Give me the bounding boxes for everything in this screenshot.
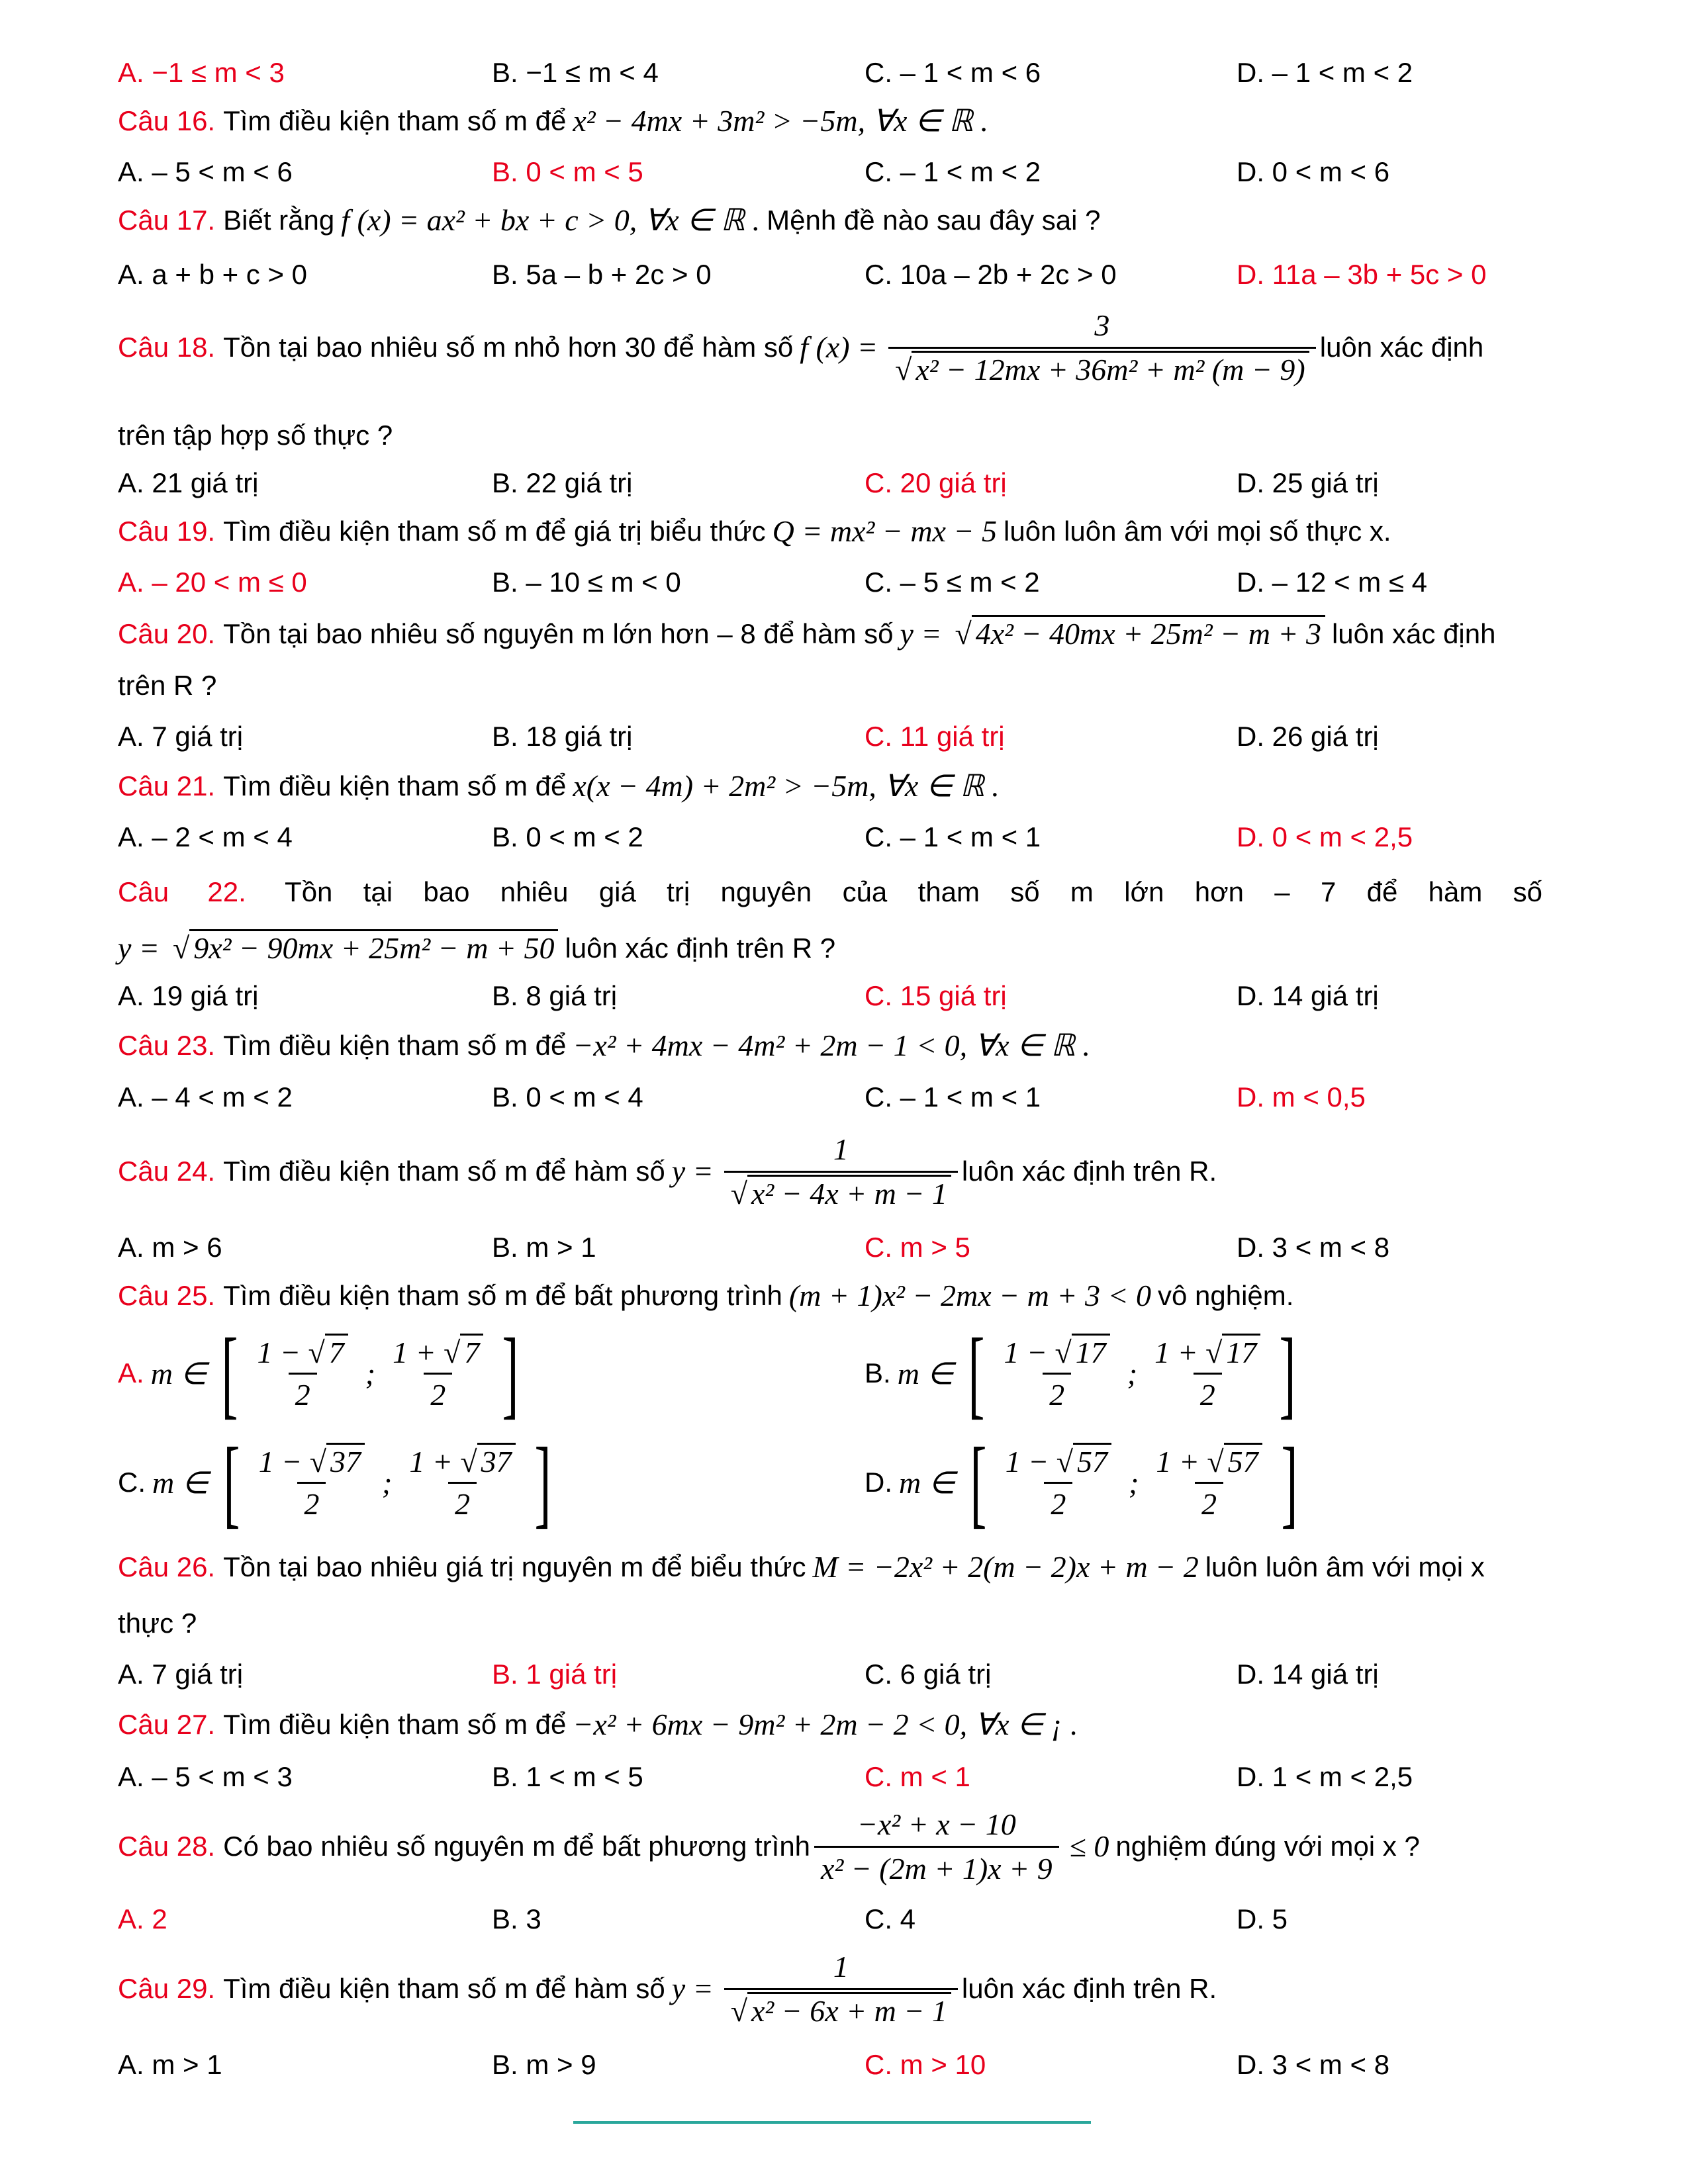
q25-option-a-r2: 7	[460, 1334, 483, 1369]
q25-option-b-prefix: m ∈	[897, 1357, 954, 1390]
q22-word-8: nguyên	[720, 876, 812, 907]
q22-word-18: hàm	[1428, 876, 1483, 907]
q21-expression: x(x − 4m) + 2m² > −5m, ∀x ∈ ℝ .	[573, 769, 1000, 803]
q26-option-a: A. 7 giá trị	[118, 1659, 244, 1690]
q25-option-a-left-bracket: [	[221, 1318, 238, 1428]
q24-option-b: B. m > 1	[492, 1232, 596, 1263]
q16-option-a: A. – 5 < m < 6	[118, 156, 293, 187]
q25-option-a	[118, 1318, 527, 1428]
q26-text2: luôn luôn âm với mọi x	[1205, 1551, 1485, 1582]
q25-option-d-right-bracket: ]	[1281, 1428, 1298, 1537]
q29-denominator: √ x² − 6x + m − 1	[724, 1988, 958, 2030]
q18-option-c: C. 20 giá trị	[865, 467, 1007, 498]
q25-option-a-n1a: 1 −	[257, 1335, 301, 1369]
q19-option-b: B. – 10 ≤ m < 0	[492, 567, 681, 598]
q23-options	[118, 1077, 1548, 1117]
q17-option-a: A. a + b + c > 0	[118, 259, 308, 290]
q28-numerator: −x² + x − 10	[857, 1807, 1016, 1841]
q24-numerator: 1	[833, 1132, 849, 1166]
q25-option-b-den1: 2	[1043, 1373, 1071, 1412]
q22-text2: luôn xác định trên R ?	[565, 933, 836, 964]
q18-text3: trên tập hợp số thực ?	[118, 420, 393, 451]
q22-word-10: tham	[917, 876, 980, 907]
q28-text2: nghiệm đúng với mọi x ?	[1115, 1831, 1420, 1862]
q20-number: Câu 20.	[118, 618, 216, 649]
q27-option-a: A. – 5 < m < 3	[118, 1761, 293, 1792]
q15-options	[118, 53, 1548, 93]
q19-text: Tìm điều kiện tham số m để giá trị biểu thức	[223, 516, 766, 547]
q23-option-c: C. – 1 < m < 1	[865, 1081, 1041, 1113]
q28-relation: ≤ 0	[1069, 1829, 1109, 1863]
q22-word-12: m	[1070, 876, 1094, 907]
q29-radicand: x² − 6x + m − 1	[747, 1992, 951, 2028]
q27-number: Câu 27.	[118, 1709, 216, 1740]
q23-option-a: A. – 4 < m < 2	[118, 1081, 293, 1113]
q25-option-a-right-bracket: ]	[502, 1318, 519, 1428]
q21-option-d: D. 0 < m < 2,5	[1237, 821, 1413, 852]
q25-number: Câu 25.	[118, 1280, 216, 1311]
q21-option-c: C. – 1 < m < 1	[865, 821, 1041, 852]
q22-word-17: để	[1366, 876, 1398, 907]
q22-word-2: Tồn	[285, 876, 333, 907]
q29-numerator: 1	[833, 1949, 849, 1983]
q25-option-b-n1a: 1 −	[1004, 1335, 1047, 1369]
q25-option-b	[865, 1318, 1304, 1428]
q16-stem	[118, 103, 1542, 140]
q25-option-b-n2a: 1 +	[1154, 1335, 1198, 1369]
q20-lhs: y =	[900, 617, 942, 651]
q22-word-3: tại	[363, 876, 393, 907]
q22-radicand: 9x² − 90mx + 25m² − m + 50	[189, 929, 558, 965]
q16-expression: x² − 4mx + 3m² > −5m, ∀x ∈ ℝ .	[573, 104, 988, 138]
q21-option-a: A. – 2 < m < 4	[118, 821, 293, 852]
q20-text3: trên R ?	[118, 670, 217, 701]
q18-text: Tồn tại bao nhiêu số m nhỏ hơn 30 để hàm số	[223, 332, 794, 363]
q21-stem	[118, 768, 1542, 805]
q25-option-a-den2: 2	[424, 1373, 452, 1412]
q21-option-b: B. 0 < m < 2	[492, 821, 643, 852]
q16-text: Tìm điều kiện tham số m để	[223, 105, 567, 136]
q28-text: Có bao nhiêu số nguyên m để bất phương trình	[223, 1831, 811, 1862]
q22-word-6: giá	[598, 876, 636, 907]
q26-option-d: D. 14 giá trị	[1237, 1659, 1379, 1690]
q26-text: Tồn tại bao nhiêu giá trị nguyên m để biểu thức	[223, 1551, 806, 1582]
q25-option-c-label: C.	[118, 1467, 146, 1498]
q25-option-c-den1: 2	[297, 1482, 326, 1522]
q18-number: Câu 18.	[118, 332, 216, 363]
q25-option-c-lower: $\frac{1 - √ 37}{2}$	[252, 1444, 371, 1522]
q22-lhs: y =	[118, 931, 160, 965]
q24-option-a: A. m > 6	[118, 1232, 222, 1263]
q15-option-c: C. – 1 < m < 6	[865, 57, 1041, 88]
q25-option-d-n1a: 1 −	[1005, 1444, 1049, 1479]
q17-number: Câu 17.	[118, 205, 216, 236]
q28-options	[118, 1899, 1548, 1939]
q25-option-c-n1a: 1 −	[258, 1444, 303, 1479]
q22-option-d: D. 14 giá trị	[1237, 980, 1379, 1011]
q17-stem	[118, 202, 1542, 239]
q24-denominator: √ x² − 4x + m − 1	[724, 1171, 958, 1212]
q28-option-a: A. 2	[118, 1903, 167, 1934]
q25-stem	[118, 1277, 1542, 1314]
q20-option-b: B. 18 giá trị	[492, 721, 633, 752]
q25-option-c-sep: ;	[382, 1465, 393, 1500]
q25-text: Tìm điều kiện tham số m để bất phương trình	[223, 1280, 782, 1311]
q25-option-a-sep: ;	[365, 1356, 376, 1390]
q29-fraction	[724, 1948, 958, 2030]
q25-option-a-den1: 2	[289, 1373, 317, 1412]
q24-fraction	[724, 1131, 958, 1212]
q24-radicand: x² − 4x + m − 1	[747, 1175, 951, 1210]
q24-lhs: y =	[671, 1154, 714, 1188]
q24-text: Tìm điều kiện tham số m để hàm số	[223, 1156, 665, 1187]
q20-radicand: 4x² − 40mx + 25m² − m + 3	[972, 615, 1325, 651]
q25-option-b-upper: $\frac{1 + √ 17}{2}$	[1148, 1335, 1267, 1412]
q25-option-c-upper: $\frac{1 + √ 37}{2}$	[402, 1444, 522, 1522]
q26-stem	[118, 1549, 1542, 1586]
q24-text2: luôn xác định trên R.	[961, 1156, 1217, 1187]
q29-lhs: y =	[671, 1972, 714, 2005]
q29-option-c: C. m > 10	[865, 2049, 986, 2080]
q22-stem	[118, 874, 1542, 911]
q29-number: Câu 29.	[118, 1973, 216, 2004]
q29-text: Tìm điều kiện tham số m để hàm số	[223, 1973, 665, 2004]
q25-option-c-left-bracket: [	[223, 1428, 240, 1537]
q24-number: Câu 24.	[118, 1156, 216, 1187]
q19-option-d: D. – 12 < m ≤ 4	[1237, 567, 1428, 598]
q19-option-c: C. – 5 ≤ m < 2	[865, 567, 1040, 598]
q26-options	[118, 1655, 1548, 1694]
q18-stem	[118, 301, 1542, 394]
q27-stem	[118, 1706, 1542, 1743]
q26-number: Câu 26.	[118, 1551, 216, 1582]
q27-option-c: C. m < 1	[865, 1761, 970, 1792]
q16-options	[118, 152, 1548, 192]
q25-option-b-left-bracket: [	[968, 1318, 985, 1428]
q25-expression: (m + 1)x² − 2mx − m + 3 < 0	[788, 1279, 1151, 1312]
q23-expression: −x² + 4mx − 4m² + 2m − 1 < 0, ∀x ∈ ℝ .	[573, 1028, 1091, 1062]
q22-word-9: của	[842, 876, 888, 907]
q26-text3: thực ?	[118, 1608, 197, 1639]
q25-option-d-upper: $\frac{1 + √ 57}{2}$	[1149, 1444, 1268, 1522]
q22-options	[118, 976, 1548, 1016]
q18-options	[118, 463, 1548, 503]
q24-option-d: D. 3 < m < 8	[1237, 1232, 1390, 1263]
q17-option-c: C. 10a – 2b + 2c > 0	[865, 259, 1117, 290]
q22-word-4: bao	[423, 876, 470, 907]
q24-options	[118, 1228, 1548, 1267]
q23-option-b: B. 0 < m < 4	[492, 1081, 643, 1113]
q25-option-b-den2: 2	[1194, 1373, 1222, 1412]
q18-option-d: D. 25 giá trị	[1237, 467, 1379, 498]
q27-option-b: B. 1 < m < 5	[492, 1761, 643, 1792]
q18-option-a: A. 21 giá trị	[118, 467, 259, 498]
q19-text2: luôn luôn âm với mọi số thực x.	[1004, 516, 1391, 547]
q25-option-b-r2: 17	[1222, 1334, 1260, 1369]
q27-option-d: D. 1 < m < 2,5	[1237, 1761, 1413, 1792]
q25-option-a-upper: $\frac{1 + √ 7}{2}$	[386, 1335, 490, 1412]
q29-option-a: A. m > 1	[118, 2049, 222, 2080]
q25-option-b-lower: $\frac{1 - √ 17}{2}$	[997, 1335, 1116, 1412]
q26-option-c: C. 6 giá trị	[865, 1659, 992, 1690]
q26-expression: M = −2x² + 2(m − 2)x + m − 2	[812, 1550, 1199, 1584]
q25-text2: vô nghiệm.	[1158, 1280, 1294, 1311]
q25-option-b-right-bracket: ]	[1279, 1318, 1296, 1428]
footer-divider	[573, 2121, 1091, 2124]
q28-option-b: B. 3	[492, 1903, 541, 1934]
q18-fx: f (x) =	[800, 330, 878, 364]
q25-option-d-den1: 2	[1044, 1482, 1072, 1522]
q25-option-d-lower: $\frac{1 - √ 57}{2}$	[999, 1444, 1118, 1522]
q25-option-d-left-bracket: [	[970, 1428, 987, 1537]
q17-text2: Mệnh đề nào sau đây sai ?	[767, 205, 1101, 236]
q17-expression: f (x) = ax² + bx + c > 0, ∀x ∈ ℝ .	[341, 203, 761, 237]
q28-option-c: C. 4	[865, 1903, 916, 1934]
q27-options	[118, 1757, 1548, 1797]
q22-word-7: trị	[667, 876, 690, 907]
q25-option-c-r1: 37	[326, 1443, 365, 1479]
q17-options	[118, 255, 1548, 295]
q22-word-15: –	[1274, 876, 1290, 907]
q20-text: Tồn tại bao nhiêu số nguyên m lớn hơn – 8 để hàm số	[223, 618, 894, 649]
q22-function	[118, 930, 1542, 967]
q25-option-d-r1: 57	[1073, 1443, 1111, 1479]
q23-text: Tìm điều kiện tham số m để	[223, 1030, 567, 1061]
q24-option-c: C. m > 5	[865, 1232, 970, 1263]
q15-option-b: B. −1 ≤ m < 4	[492, 57, 659, 88]
q18-radicand: x² − 12mx + 36m² + m² (m − 9)	[912, 351, 1309, 387]
q25-option-d-label: D.	[865, 1467, 892, 1498]
q22-option-c: C. 15 giá trị	[865, 980, 1007, 1011]
q18-numerator: 3	[1094, 308, 1110, 342]
q21-text: Tìm điều kiện tham số m để	[223, 770, 567, 801]
q28-denominator: x² − (2m + 1)x + 9	[814, 1846, 1059, 1888]
q25-option-a-label: A.	[118, 1357, 144, 1388]
q16-option-c: C. – 1 < m < 2	[865, 156, 1041, 187]
q16-option-d: D. 0 < m < 6	[1237, 156, 1390, 187]
q22-radical: √ 9x² − 90mx + 25m² − m + 50	[173, 930, 559, 967]
q19-expression: Q = mx² − mx − 5	[772, 514, 998, 548]
q22-word-5: nhiêu	[500, 876, 569, 907]
q26-option-b: B. 1 giá trị	[492, 1659, 618, 1690]
q25-option-d-prefix: m ∈	[899, 1466, 955, 1500]
q20-options	[118, 717, 1548, 756]
q21-options	[118, 817, 1548, 857]
q25-option-c-r2: 37	[477, 1443, 516, 1479]
q28-fraction	[814, 1806, 1059, 1888]
q20-radical: √ 4x² − 40mx + 25m² − m + 3	[955, 615, 1325, 653]
q19-stem	[118, 513, 1542, 550]
q19-option-a: A. – 20 < m ≤ 0	[118, 567, 307, 598]
q25-option-d-n2a: 1 +	[1156, 1444, 1199, 1479]
q22-word-11: số	[1010, 876, 1040, 907]
q28-option-d: D. 5	[1237, 1903, 1288, 1934]
q25-option-d-r2: 57	[1224, 1443, 1262, 1479]
q29-option-d: D. 3 < m < 8	[1237, 2049, 1390, 2080]
q20-option-d: D. 26 giá trị	[1237, 721, 1379, 752]
q17-option-b: B. 5a – b + 2c > 0	[492, 259, 712, 290]
q29-options	[118, 2045, 1548, 2085]
q25-option-c-den2: 2	[448, 1482, 477, 1522]
q25-option-d-sep: ;	[1129, 1465, 1139, 1500]
q23-stem	[118, 1027, 1542, 1064]
q20-stem	[118, 615, 1542, 653]
q18-denominator: √ x² − 12mx + 36m² + m² (m − 9)	[888, 347, 1316, 388]
q25-option-a-n2a: 1 +	[393, 1335, 436, 1369]
q18-option-b: B. 22 giá trị	[492, 467, 633, 498]
q29-text2: luôn xác định trên R.	[961, 1973, 1217, 2004]
q25-option-b-label: B.	[865, 1357, 891, 1388]
q18-fraction	[888, 307, 1316, 388]
q22-word-0: Câu	[118, 876, 169, 907]
q18-text2: luôn xác định	[1319, 332, 1484, 363]
q27-text: Tìm điều kiện tham số m để	[223, 1709, 567, 1740]
q28-stem	[118, 1800, 1542, 1893]
q15-option-a: A. −1 ≤ m < 3	[118, 57, 285, 88]
q22-option-b: B. 8 giá trị	[492, 980, 618, 1011]
q22-word-13: lớn	[1124, 876, 1164, 907]
q25-option-d-den2: 2	[1195, 1482, 1223, 1522]
q17-text: Biết rằng	[223, 205, 335, 236]
q22-word-14: hơn	[1194, 876, 1244, 907]
q23-number: Câu 23.	[118, 1030, 216, 1061]
q16-number: Câu 16.	[118, 105, 216, 136]
q25-option-c-prefix: m ∈	[152, 1466, 209, 1500]
q22-word-19: số	[1513, 876, 1542, 907]
q21-number: Câu 21.	[118, 770, 216, 801]
q19-number: Câu 19.	[118, 516, 216, 547]
q24-stem	[118, 1125, 1542, 1218]
q22-option-a: A. 19 giá trị	[118, 980, 259, 1011]
q20-text2: luôn xác định	[1331, 618, 1496, 649]
q23-option-d: D. m < 0,5	[1237, 1081, 1366, 1113]
q25-option-c	[118, 1428, 559, 1537]
q20-option-c: C. 11 giá trị	[865, 721, 1005, 752]
q19-options	[118, 563, 1548, 602]
q16-option-b: B. 0 < m < 5	[492, 156, 643, 187]
q25-option-c-right-bracket: ]	[534, 1428, 551, 1537]
q25-option-b-r1: 17	[1072, 1334, 1110, 1369]
q25-option-a-prefix: m ∈	[150, 1357, 207, 1390]
q28-number: Câu 28.	[118, 1831, 216, 1862]
q29-option-b: B. m > 9	[492, 2049, 596, 2080]
q27-expression: −x² + 6mx − 9m² + 2m − 2 < 0, ∀x ∈ ¡ .	[573, 1707, 1078, 1741]
q29-stem	[118, 1942, 1542, 2035]
q17-option-d: D. 11a – 3b + 5c > 0	[1237, 259, 1487, 290]
q25-option-b-sep: ;	[1127, 1356, 1138, 1390]
q25-option-d	[865, 1428, 1306, 1537]
q15-option-d: D. – 1 < m < 2	[1237, 57, 1413, 88]
q22-word-16: 7	[1320, 876, 1336, 907]
q25-option-a-r1: 7	[325, 1334, 348, 1369]
q25-option-c-n2a: 1 +	[409, 1444, 453, 1479]
q25-option-a-lower: $\frac{1 - √ 7}{2}$	[250, 1335, 354, 1412]
q20-option-a: A. 7 giá trị	[118, 721, 244, 752]
q22-word-1: 22.	[207, 876, 246, 907]
